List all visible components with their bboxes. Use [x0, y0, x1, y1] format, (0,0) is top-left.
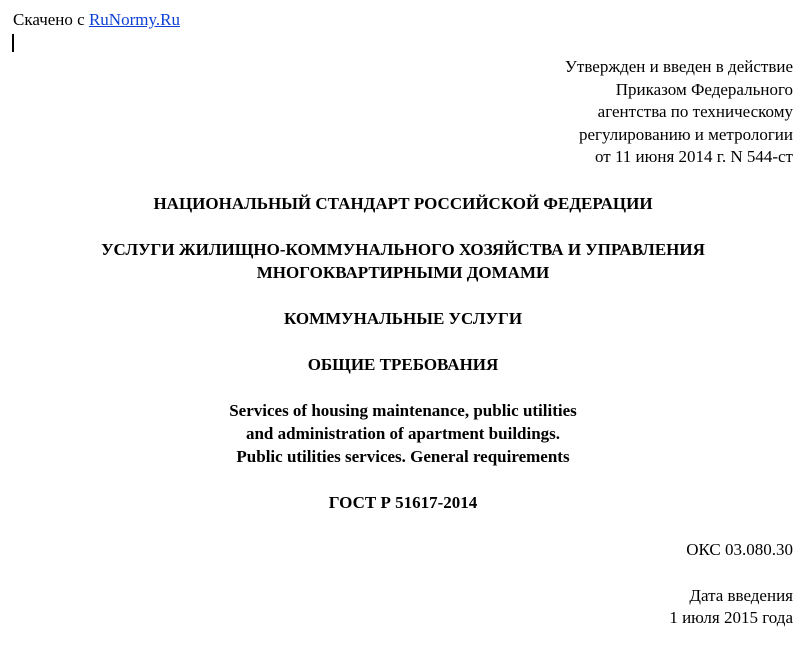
- approval-line: регулированию и метрологии: [578, 124, 793, 144]
- english-title-line: and administration of apartment buildings.: [245, 424, 561, 443]
- standard-code: ГОСТ Р 51617-2014: [328, 493, 478, 512]
- standard-title-line: УСЛУГИ ЖИЛИЩНО-КОММУНАЛЬНОГО ХОЗЯЙСТВА И УПРАВЛЕНИЯ: [101, 240, 705, 259]
- source-link[interactable]: RuNormy.Ru: [88, 10, 180, 29]
- standard-section: ОБЩИЕ ТРЕБОВАНИЯ: [307, 355, 499, 374]
- approval-line: Утвержден и введен в действие: [564, 57, 793, 76]
- approval-line: агентства по техническому: [597, 102, 793, 121]
- approval-line: Приказом Федерального: [615, 79, 793, 99]
- approval-block: [565, 56, 793, 169]
- english-title-line: Services of housing maintenance, public utilities: [229, 401, 577, 420]
- text-cursor: [12, 34, 14, 52]
- english-title-line: Public utilities services. General requirements: [236, 447, 570, 466]
- oks-code: ОКС 03.080.30: [686, 540, 793, 559]
- source-prefix: Скачено с: [13, 10, 85, 29]
- introduction-label: Дата введения: [689, 586, 793, 605]
- standard-subtitle: КОММУНАЛЬНЫЕ УСЛУГИ: [283, 309, 523, 328]
- introduction-date: 1 июля 2015 года: [669, 608, 793, 627]
- approval-line: от 11 июня 2014 г. N 544-ст: [594, 147, 793, 166]
- standard-type-title: НАЦИОНАЛЬНЫЙ СТАНДАРТ РОССИЙСКОЙ ФЕДЕРАЦИИ: [153, 194, 653, 213]
- standard-title-line: МНОГОКВАРТИРНЫМИ ДОМАМИ: [256, 263, 550, 282]
- source-line: [13, 9, 180, 31]
